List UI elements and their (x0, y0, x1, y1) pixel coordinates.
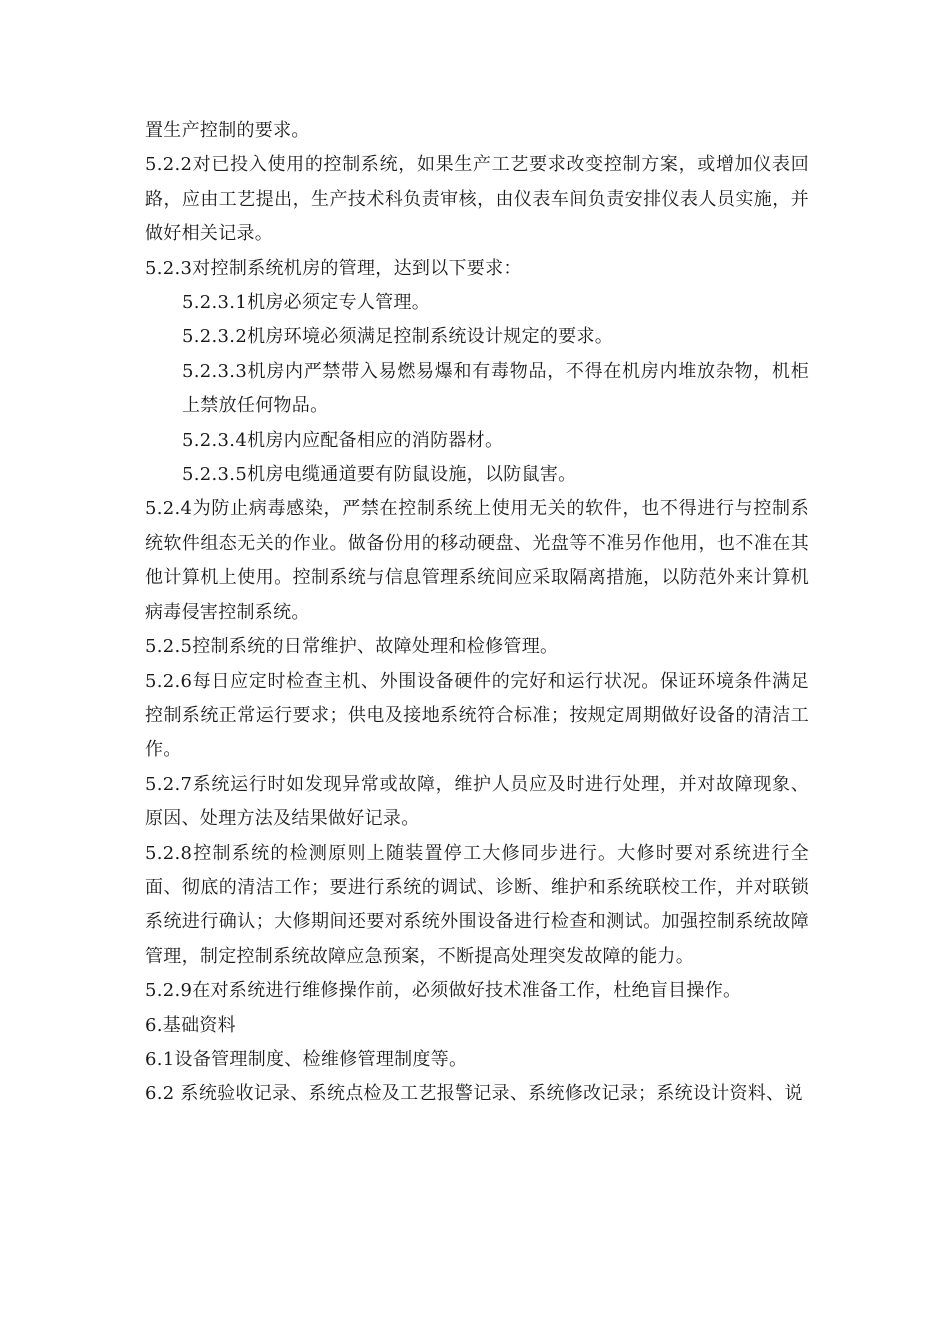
paragraph-5-2-3-5: 5.2.3.5机房电缆通道要有防鼠设施，以防鼠害。 (182, 464, 577, 486)
paragraph-5-2-2: 5.2.2对已投入使用的控制系统，如果生产工艺要求改变控制方案，或增加仪表回路，应由工艺提出，生产技术科负责审核，由仪表车间负责安排仪表人员实施，并做好相关记录。 (145, 154, 809, 245)
paragraph-5-2-3: 5.2.3对控制系统机房的管理，达到以下要求： (145, 257, 522, 279)
paragraph-5-2-3-3: 5.2.3.3机房内严禁带入易燃易爆和有毒物品，不得在机房内堆放杂物，机柜上禁放任何物品。 (182, 360, 809, 417)
paragraph-5-2-4: 5.2.4为防止病毒感染，严禁在控制系统上使用无关的软件，也不得进行与控制系统软件组态无关的作业。做备份用的移动硬盘、光盘等不准另作他用，也不准在其他计算机上使用。控制系统与信息管理系统间应采取隔离措施，以防范外来计算机病毒侵害控制系统。 (145, 498, 809, 623)
section-heading-6: 6.基础资料 (145, 1014, 236, 1036)
paragraph-6-2: 6.2 系统验收记录、系统点检及工艺报警记录、系统修改记录；系统设计资料、说 (145, 1083, 803, 1105)
paragraph-5-2-3-2: 5.2.3.2机房环境必须满足控制系统设计规定的要求。 (182, 326, 614, 348)
paragraph-6-1: 6.1设备管理制度、检维修管理制度等。 (145, 1048, 468, 1070)
paragraph-5-2-7: 5.2.7系统运行时如发现异常或故障，维护人员应及时进行处理，并对故障现象、原因、处理方法及结果做好记录。 (145, 773, 809, 830)
document-body (145, 114, 809, 1112)
paragraph-5-2-8: 5.2.8控制系统的检测原则上随装置停工大修同步进行。大修时要对系统进行全面、彻底的清洁工作；要进行系统的调试、诊断、维护和系统联校工作，并对联锁系统进行确认；大修期间还要对系统外围设备进行检查和测试。加强控制系统故障管理，制定控制系统故障应急预案，不断提高处理突发故障的能力。 (145, 842, 809, 967)
paragraph-5-2-3-1: 5.2.3.1机房必须定专人管理。 (182, 292, 431, 314)
paragraph-5-2-5: 5.2.5控制系统的日常维护、故障处理和检修管理。 (145, 636, 559, 658)
paragraph-5-2-3-4: 5.2.3.4机房内应配备相应的消防器材。 (182, 429, 504, 451)
paragraph-5-2-6: 5.2.6每日应定时检查主机、外围设备硬件的完好和运行状况。保证环境条件满足控制系统正常运行要求；供电及接地系统符合标准；按规定周期做好设备的清洁工作。 (145, 670, 809, 761)
paragraph-5-2-9: 5.2.9在对系统进行维修操作前，必须做好技术准备工作，杜绝盲目操作。 (145, 980, 742, 1002)
paragraph-continuation: 置生产控制的要求。 (145, 120, 310, 141)
